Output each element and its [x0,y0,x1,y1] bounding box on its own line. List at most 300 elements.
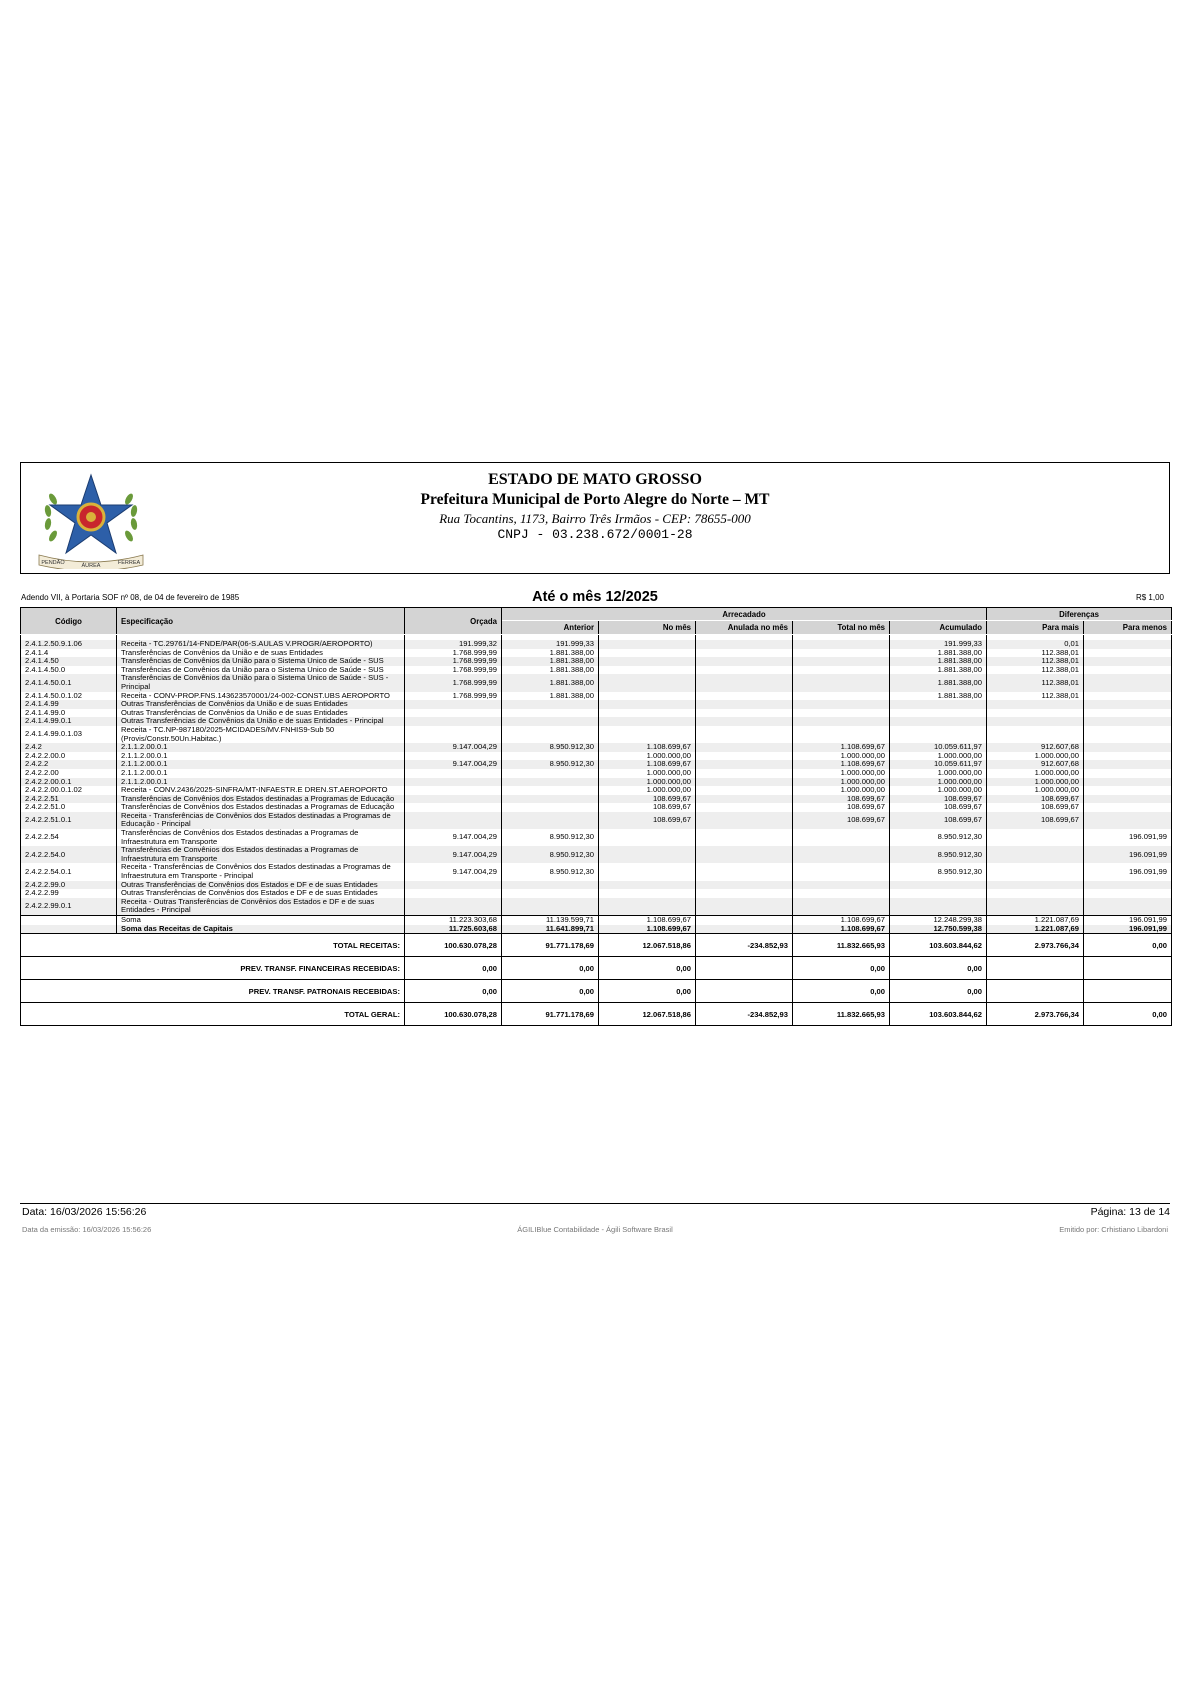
col-codigo: Código [21,608,117,635]
row-value-menos [1084,898,1172,916]
row-value-anterior [502,795,599,804]
sum-value-acumulado: 12.750.599,38 [890,925,987,934]
row-code: 2.4.2.2.99.0.1 [21,898,117,916]
row-code: 2.4.2.2.00.0.1 [21,778,117,787]
row-value-total-mes [793,726,890,743]
row-value-anulada [696,709,793,718]
row-value-acumulado: 8.950.912,30 [890,829,987,846]
row-value-anterior [502,898,599,916]
row-value-anulada [696,692,793,701]
page-number: Página: 13 de 14 [1090,1206,1170,1218]
row-value-anulada [696,803,793,812]
row-value-anterior [502,700,599,709]
total-value-mais [987,957,1084,980]
row-code: 2.4.2.2.54.0.1 [21,863,117,880]
total-value-menos [1084,980,1172,1003]
row-value-total-mes: 108.699,67 [793,795,890,804]
period-title: Até o mês 12/2025 [532,589,658,605]
row-value-orcada: 1.768.999,99 [405,674,502,691]
row-value-orcada: 1.768.999,99 [405,666,502,675]
row-code: 2.4.2.2 [21,760,117,769]
table-row [21,692,1172,701]
total-value-no-mes: 12.067.518,86 [599,934,696,957]
sum-value-anulada [696,916,793,925]
sum-code-cell [21,925,117,934]
total-label: PREV. TRANSF. PATRONAIS RECEBIDAS: [21,980,405,1003]
row-value-anulada [696,795,793,804]
row-specification: Transferências de Convênios da União para o Sistema Único de Saúde - SUS - Principal [117,674,405,691]
row-specification: Transferências de Convênios dos Estados destinadas a Programas de Infraestrutura em Transporte [117,846,405,863]
row-value-anterior [502,881,599,890]
cnpj-line: CNPJ - 03.238.672/0001-28 [497,527,693,542]
sum-value-menos: 196.091,99 [1084,925,1172,934]
row-value-acumulado: 1.881.388,00 [890,657,987,666]
row-value-mais [987,717,1084,726]
row-value-anterior [502,812,599,829]
row-value-acumulado [890,726,987,743]
row-value-anterior: 8.950.912,30 [502,760,599,769]
row-specification: Receita - TC.29761/14-FNDE/PAR(06-S.AULAS V.PROGR/AEROPORTO) [117,640,405,649]
row-value-anterior: 8.950.912,30 [502,743,599,752]
row-value-no-mes [599,700,696,709]
total-value-orcada: 100.630.078,28 [405,1003,502,1026]
row-value-total-mes: 1.000.000,00 [793,769,890,778]
row-value-total-mes [793,666,890,675]
col-para-mais: Para mais [987,621,1084,635]
row-value-menos: 196.091,99 [1084,846,1172,863]
row-value-mais [987,863,1084,880]
row-code: 2.4.1.4.99.0.1 [21,717,117,726]
row-value-total-mes: 1.000.000,00 [793,752,890,761]
row-value-acumulado: 1.881.388,00 [890,692,987,701]
row-value-acumulado: 1.000.000,00 [890,778,987,787]
total-value-orcada: 0,00 [405,980,502,1003]
row-value-mais: 1.000.000,00 [987,769,1084,778]
row-value-mais: 108.699,67 [987,812,1084,829]
total-value-orcada: 100.630.078,28 [405,934,502,957]
total-value-acumulado: 0,00 [890,980,987,1003]
row-value-mais [987,709,1084,718]
table-row [21,786,1172,795]
table-row [21,709,1172,718]
row-value-anulada [696,786,793,795]
row-value-anulada [696,640,793,649]
row-value-anterior: 1.881.388,00 [502,649,599,658]
col-para-menos: Para menos [1084,621,1172,635]
row-value-anulada [696,898,793,916]
total-label: PREV. TRANSF. FINANCEIRAS RECEBIDAS: [21,957,405,980]
row-value-anulada [696,743,793,752]
sum-value-no-mes: 1.108.699,67 [599,925,696,934]
table-row [21,795,1172,804]
table-row [21,778,1172,787]
row-value-total-mes [793,649,890,658]
row-value-orcada: 9.147.004,29 [405,829,502,846]
row-value-acumulado [890,700,987,709]
row-value-anterior: 8.950.912,30 [502,829,599,846]
row-specification: Transferências de Convênios dos Estados destinadas a Programas de Infraestrutura em Transporte [117,829,405,846]
software-credit: ÁGILIBlue Contabilidade - Ágili Software Brasil [517,1225,673,1234]
sum-value-orcada: 11.223.303,68 [405,916,502,925]
row-value-acumulado [890,889,987,898]
total-value-menos [1084,957,1172,980]
total-value-anulada: -234.852,93 [696,934,793,957]
row-value-acumulado: 1.000.000,00 [890,786,987,795]
row-value-menos [1084,692,1172,701]
total-row [21,934,1172,957]
row-value-orcada [405,709,502,718]
row-value-menos [1084,649,1172,658]
total-value-mais [987,980,1084,1003]
row-value-acumulado: 8.950.912,30 [890,863,987,880]
row-value-mais: 108.699,67 [987,795,1084,804]
total-value-total-mes: 11.832.665,93 [793,934,890,957]
row-value-mais [987,881,1084,890]
total-value-menos: 0,00 [1084,934,1172,957]
row-specification: Transferências de Convênios da União e de suas Entidades [117,649,405,658]
row-value-no-mes [599,692,696,701]
row-value-anterior [502,769,599,778]
table-row [21,640,1172,649]
total-value-anterior: 0,00 [502,957,599,980]
total-value-anulada: -234.852,93 [696,1003,793,1026]
table-row [21,760,1172,769]
total-row [21,1003,1172,1026]
row-value-no-mes: 108.699,67 [599,795,696,804]
row-value-no-mes [599,846,696,863]
state-title: ESTADO DE MATO GROSSO [488,471,702,488]
row-specification: Receita - Outras Transferências de Convênios dos Estados e DF e de suas Entidades - Principal [117,898,405,916]
revenue-table [20,607,1172,1026]
row-value-anterior [502,778,599,787]
row-value-anulada [696,657,793,666]
table-body [21,635,1172,934]
row-value-acumulado: 108.699,67 [890,795,987,804]
row-value-no-mes: 108.699,67 [599,803,696,812]
sum-value-anterior: 11.139.599,71 [502,916,599,925]
row-specification: Transferências de Convênios da União para o Sistema Único de Saúde - SUS [117,657,405,666]
row-value-acumulado [890,709,987,718]
total-value-anulada [696,980,793,1003]
row-value-total-mes [793,657,890,666]
row-value-menos [1084,640,1172,649]
row-value-anulada [696,649,793,658]
row-value-no-mes: 1.000.000,00 [599,752,696,761]
row-value-orcada [405,769,502,778]
row-value-total-mes: 1.000.000,00 [793,778,890,787]
col-anterior: Anterior [502,621,599,635]
total-value-acumulado: 103.603.844,62 [890,1003,987,1026]
row-specification: Outras Transferências de Convênios da União e de suas Entidades - Principal [117,717,405,726]
row-code: 2.4.1.4.99.0.1.03 [21,726,117,743]
row-value-orcada: 1.768.999,99 [405,692,502,701]
row-value-menos [1084,795,1172,804]
row-value-menos: 196.091,99 [1084,829,1172,846]
table-row [21,846,1172,863]
total-value-menos: 0,00 [1084,1003,1172,1026]
row-value-anterior: 1.881.388,00 [502,666,599,675]
row-value-no-mes [599,889,696,898]
report-info-bar [20,589,1170,609]
footer-date: Data: 16/03/2026 15:56:26 [22,1206,147,1218]
motto-word-2: ÁUREA [81,563,101,569]
row-value-no-mes [599,863,696,880]
row-value-total-mes [793,863,890,880]
row-value-anulada [696,726,793,743]
row-value-acumulado [890,717,987,726]
row-value-mais: 912.607,68 [987,743,1084,752]
sum-value-acumulado: 12.248.299,38 [890,916,987,925]
row-value-no-mes: 1.000.000,00 [599,769,696,778]
table-row [21,803,1172,812]
row-value-orcada [405,795,502,804]
row-specification: Outras Transferências de Convênios da União e de suas Entidades [117,709,405,718]
row-value-anulada [696,889,793,898]
row-value-anterior: 191.999,33 [502,640,599,649]
row-value-anterior [502,786,599,795]
row-value-anterior [502,717,599,726]
row-value-acumulado [890,881,987,890]
row-value-anterior: 8.950.912,30 [502,846,599,863]
row-value-acumulado: 108.699,67 [890,803,987,812]
row-value-anulada [696,829,793,846]
table-row [21,649,1172,658]
row-code: 2.4.1.2.50.9.1.06 [21,640,117,649]
row-value-menos: 196.091,99 [1084,863,1172,880]
sum-value-anulada [696,925,793,934]
row-value-no-mes [599,657,696,666]
row-value-no-mes [599,881,696,890]
report-header [20,462,1170,574]
row-value-anulada [696,812,793,829]
row-value-acumulado: 1.881.388,00 [890,649,987,658]
row-value-anterior [502,889,599,898]
table-row [21,700,1172,709]
row-value-anterior [502,752,599,761]
row-value-total-mes: 1.108.699,67 [793,760,890,769]
totals-section [21,934,1172,1026]
row-value-orcada [405,778,502,787]
row-value-anulada [696,846,793,863]
row-value-anulada [696,674,793,691]
row-value-anterior [502,803,599,812]
row-value-acumulado: 1.000.000,00 [890,752,987,761]
row-value-acumulado [890,898,987,916]
row-specification: 2.1.1.2.00.0.1 [117,760,405,769]
total-label: TOTAL RECEITAS: [21,934,405,957]
sum-value-menos: 196.091,99 [1084,916,1172,925]
row-specification: Outras Transferências de Convênios da União e de suas Entidades [117,700,405,709]
row-value-total-mes [793,640,890,649]
row-value-orcada: 1.768.999,99 [405,657,502,666]
total-row [21,980,1172,1003]
row-value-total-mes [793,709,890,718]
total-value-anterior: 91.771.178,69 [502,934,599,957]
row-value-menos [1084,812,1172,829]
row-value-menos [1084,666,1172,675]
sum-value-total-mes: 1.108.699,67 [793,925,890,934]
row-specification: Receita - TC.NP-987180/2025-MCIDADES/MV.FNHIS9-Sub 50 (Provis/Constr.50Un.Habitac.) [117,726,405,743]
row-code: 2.4.1.4.99 [21,700,117,709]
municipality-title: Prefeitura Municipal de Porto Alegre do Norte – MT [420,491,770,508]
row-value-no-mes [599,640,696,649]
row-value-orcada [405,700,502,709]
row-value-mais: 1.000.000,00 [987,786,1084,795]
row-value-mais [987,889,1084,898]
table-row [21,657,1172,666]
row-value-menos [1084,778,1172,787]
sum-value-anterior: 11.641.899,71 [502,925,599,934]
row-value-mais [987,846,1084,863]
total-value-acumulado: 103.603.844,62 [890,934,987,957]
row-value-orcada: 1.768.999,99 [405,649,502,658]
row-value-no-mes [599,726,696,743]
col-especificacao: Especificação [117,608,405,635]
row-value-no-mes [599,674,696,691]
row-value-menos [1084,803,1172,812]
row-value-total-mes [793,674,890,691]
col-group-diferencas: Diferenças [987,608,1172,621]
col-orcada: Orçada [405,608,502,635]
row-value-acumulado: 1.000.000,00 [890,769,987,778]
table-row [21,881,1172,890]
row-value-anterior [502,726,599,743]
row-specification: 2.1.1.2.00.0.1 [117,752,405,761]
row-code: 2.4.2.2.99.0 [21,881,117,890]
row-specification: Receita - CONV.2436/2025-SINFRA/MT-INFAESTR.E DREN.ST.AEROPORTO [117,786,405,795]
row-value-anterior: 1.881.388,00 [502,674,599,691]
total-value-mais: 2.973.766,34 [987,934,1084,957]
table-row [21,898,1172,916]
row-value-orcada [405,752,502,761]
col-acumulado: Acumulado [890,621,987,635]
row-value-total-mes: 108.699,67 [793,803,890,812]
row-value-anulada [696,760,793,769]
table-row [21,889,1172,898]
row-value-anulada [696,717,793,726]
capital-revenue-sum-row [21,925,1172,934]
sum-value-mais: 1.221.087,69 [987,925,1084,934]
row-value-orcada [405,889,502,898]
total-value-total-mes: 11.832.665,93 [793,1003,890,1026]
row-value-menos [1084,717,1172,726]
row-value-mais: 112.388,01 [987,649,1084,658]
row-value-total-mes [793,692,890,701]
row-value-mais: 1.000.000,00 [987,752,1084,761]
row-code: 2.4.1.4.50.0.1.02 [21,692,117,701]
col-anulada: Anulada no mês [696,621,793,635]
sum-label: Soma [117,916,405,925]
sum-code-cell [21,916,117,925]
total-value-acumulado: 0,00 [890,957,987,980]
motto-word-3: FERREA [117,560,141,566]
row-value-mais: 108.699,67 [987,803,1084,812]
row-value-orcada: 191.999,32 [405,640,502,649]
row-value-no-mes: 1.000.000,00 [599,778,696,787]
row-value-no-mes: 1.108.699,67 [599,760,696,769]
row-value-no-mes: 1.000.000,00 [599,786,696,795]
sum-value-mais: 1.221.087,69 [987,916,1084,925]
table-row [21,863,1172,880]
row-value-acumulado: 10.059.611,97 [890,760,987,769]
sum-value-orcada: 11.725.603,68 [405,925,502,934]
row-value-menos [1084,769,1172,778]
row-value-orcada: 9.147.004,29 [405,760,502,769]
row-value-anulada [696,778,793,787]
total-value-no-mes: 12.067.518,86 [599,1003,696,1026]
row-specification: 2.1.1.2.00.0.1 [117,769,405,778]
row-value-total-mes: 108.699,67 [793,812,890,829]
row-value-menos [1084,674,1172,691]
row-code: 2.4.2.2.99 [21,889,117,898]
row-value-total-mes [793,700,890,709]
row-value-no-mes [599,898,696,916]
row-specification: 2.1.1.2.00.0.1 [117,743,405,752]
row-code: 2.4.2.2.00 [21,769,117,778]
row-value-acumulado: 1.881.388,00 [890,674,987,691]
sum-value-total-mes: 1.108.699,67 [793,916,890,925]
table-row [21,666,1172,675]
row-value-orcada [405,786,502,795]
row-value-acumulado: 1.881.388,00 [890,666,987,675]
legal-reference: Adendo VII, à Portaria SOF nº 08, de 04 de fevereiro de 1985 [21,593,240,602]
table-header [21,608,1172,635]
row-value-orcada [405,717,502,726]
row-value-orcada [405,898,502,916]
table-row [21,674,1172,691]
row-value-total-mes [793,881,890,890]
table-row [21,769,1172,778]
table-row [21,752,1172,761]
total-value-anulada [696,957,793,980]
total-value-total-mes: 0,00 [793,980,890,1003]
row-value-acumulado: 108.699,67 [890,812,987,829]
total-row [21,957,1172,980]
total-value-anterior: 91.771.178,69 [502,1003,599,1026]
issuer-name: Emitido por: Crhistiano Libardoni [1059,1225,1168,1234]
row-value-no-mes [599,829,696,846]
row-code: 2.4.2 [21,743,117,752]
row-value-menos [1084,657,1172,666]
row-code: 2.4.1.4.50.0 [21,666,117,675]
row-value-menos [1084,760,1172,769]
table-row [21,812,1172,829]
row-value-anulada [696,752,793,761]
row-specification: Transferências de Convênios dos Estados destinadas a Programas de Educação [117,803,405,812]
col-no-mes: No mês [599,621,696,635]
row-value-menos [1084,889,1172,898]
total-value-mais: 2.973.766,34 [987,1003,1084,1026]
row-specification: Receita - Transferências de Convênios dos Estados destinadas a Programas de Educação - Principal [117,812,405,829]
row-code: 2.4.2.2.00.0 [21,752,117,761]
row-specification: Transferências de Convênios da União para o Sistema Único de Saúde - SUS [117,666,405,675]
row-code: 2.4.2.2.51 [21,795,117,804]
table-row [21,829,1172,846]
row-specification: Transferências de Convênios dos Estados destinadas a Programas de Educação [117,795,405,804]
row-value-no-mes [599,717,696,726]
row-value-anterior: 1.881.388,00 [502,692,599,701]
row-code: 2.4.1.4.50 [21,657,117,666]
table-row [21,717,1172,726]
row-value-menos [1084,700,1172,709]
header-text-block [21,470,1169,543]
row-value-anulada [696,863,793,880]
row-value-total-mes [793,829,890,846]
row-value-orcada: 9.147.004,29 [405,863,502,880]
sum-row [21,916,1172,925]
row-value-mais: 112.388,01 [987,666,1084,675]
total-label: TOTAL GERAL: [21,1003,405,1026]
